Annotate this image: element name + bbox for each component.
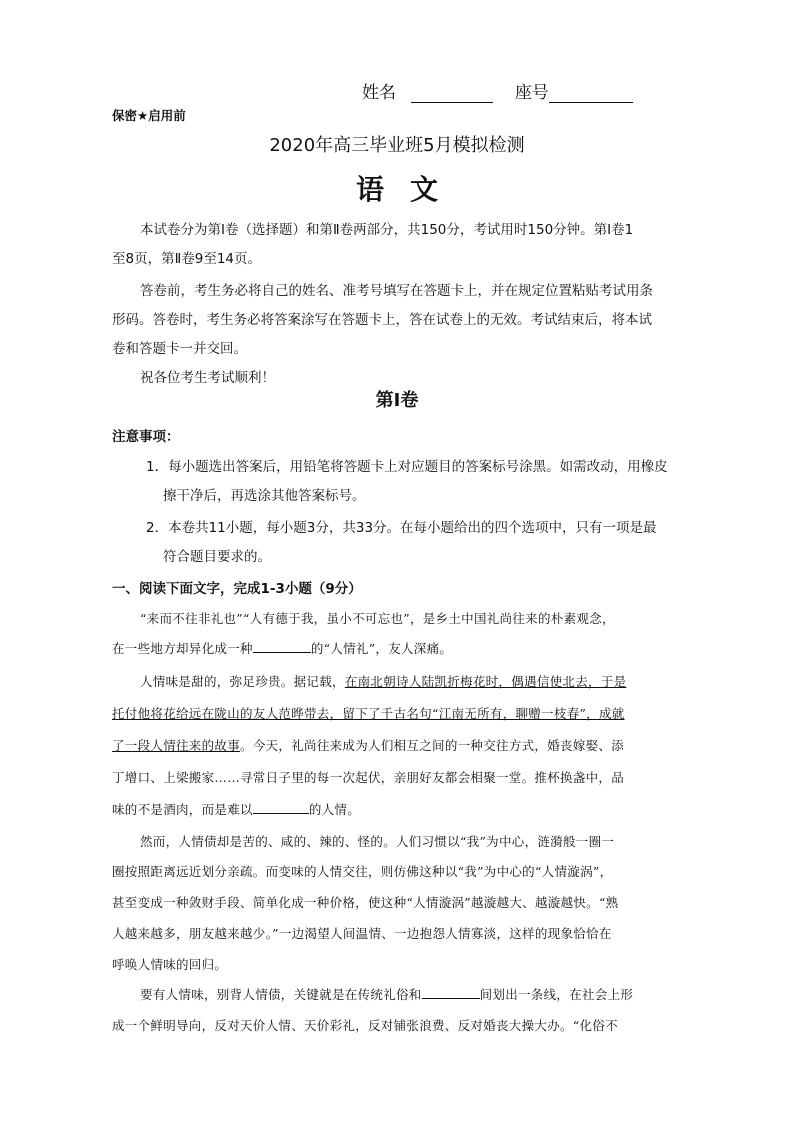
name-seat-line xyxy=(362,78,633,103)
passage-p1-line-2 xyxy=(112,639,452,657)
part-title: 第Ⅰ卷 xyxy=(375,390,419,411)
passage-p3-line-4: 人越来越多，朋友越来越少。”一边渴望人间温情、一边抱怨人情寡淡，这样的现象恰恰在 xyxy=(112,926,612,941)
intro-line-5: 卷和答题卡一并交回。 xyxy=(112,341,247,357)
intro-line-2: 至8页，第Ⅱ卷9至14页。 xyxy=(112,251,262,267)
note-1-line-a: 1．每小题选出答案后，用铅笔将答题卡上对应题目的答案标号涂黑。如需改动，用橡皮 xyxy=(146,459,668,475)
passage-text: 。今天，礼尚往来成为人们相互之间的一种交往方式，婚丧嫁娶、添 xyxy=(240,738,625,753)
intro-line-6: 祝各位考生考试顺利！ xyxy=(140,370,275,386)
underlined-text: 在南北朝诗人陆凯折梅花时，偶遇信使北去，于是 xyxy=(344,674,627,689)
passage-p3-line-1: 然而，人情债却是苦的、咸的、辣的、怪的。人们习惯以“我”为中心，涟漪般一圈一 xyxy=(140,834,615,849)
passage-p4-line-2: 成一个鲜明导向，反对天价人情、天价彩礼，反对铺张浪费、反对婚丧大操大办。“化俗不 xyxy=(112,1018,618,1033)
exam-title: 2020年高三毕业班5月模拟检测 xyxy=(269,135,525,156)
passage-p3-line-5: 呼唤人情味的回归。 xyxy=(112,957,228,972)
section-1-title: 一、阅读下面文字，完成1-3小题（9分） xyxy=(112,581,362,597)
passage-text: 味的不是酒肉，而是难以 xyxy=(112,802,253,817)
intro-line-3: 答卷前，考生务必将自己的姓名、准考号填写在答题卡上，并在规定位置粘贴考试用条 xyxy=(140,283,653,299)
subject-title: 语文 xyxy=(355,173,464,206)
passage-p3-line-3: 甚至变成一种敛财手段、简单化成一种价格，使这种“人情漩涡”越漩越大、越漩越快。“熟 xyxy=(112,895,619,910)
passage-text: 人情味是甜的，弥足珍贵。据记载， xyxy=(140,674,345,689)
passage-text: 要有人情味，别背人情债，关键就是在传统礼俗和 xyxy=(140,987,422,1002)
passage-text: 间划出一条线，在社会上形 xyxy=(479,987,634,1002)
passage-p2-line-1 xyxy=(140,672,626,690)
intro-line-4: 形码。答卷时，考生务必将答案涂写在答题卡上，答在试卷上的无效。考试结束后，将本试 xyxy=(112,312,652,328)
note-2-line-a: 2．本卷共11小题，每小题3分，共33分。在每小题给出的四个选项中，只有一项是最 xyxy=(146,520,657,536)
name-blank xyxy=(411,84,493,103)
passage-p2-line-5 xyxy=(112,800,360,818)
passage-text: 的“人情礼”，友人深痛。 xyxy=(310,641,453,656)
fill-blank-1 xyxy=(253,640,311,653)
passage-p2-line-2: 托付他将花给远在陇山的友人范晔带去，留下了千古名句“江南无所有，聊赠一枝春”，成就 xyxy=(112,706,625,721)
passage-p2-line-3 xyxy=(112,736,624,754)
secret-mark: 保密★启用前 xyxy=(112,108,186,123)
fill-blank-2 xyxy=(253,801,309,814)
seat-label: 座号 xyxy=(514,83,549,103)
passage-p1-line-1: “来而不往非礼也”“人有德于我，虽小不可忘也”，是乡土中国礼尚往来的朴素观念， xyxy=(140,611,615,626)
passage-p4-line-1 xyxy=(140,985,633,1003)
passage-p3-line-2: 圈按照距离远近划分亲疏。而变味的人情交往，则仿佛这种以“我”为中心的“人情漩涡”， xyxy=(112,864,613,879)
name-label: 姓名 xyxy=(362,83,396,103)
fill-blank-3 xyxy=(422,986,480,999)
intro-line-1: 本试卷分为第Ⅰ卷（选择题）和第Ⅱ卷两部分，共150分，考试用时150分钟。第Ⅰ卷1 xyxy=(140,222,634,238)
passage-p2-line-4: 丁增口、上梁搬家……寻常日子里的每一次起伏，亲朋好友都会相聚一堂。推杯换盏中，品 xyxy=(112,770,625,785)
notes-heading: 注意事项： xyxy=(112,429,180,445)
passage-text: 的人情。 xyxy=(308,802,361,817)
seat-blank xyxy=(549,84,633,103)
underlined-text: 了一段人情往来的故事 xyxy=(112,738,241,753)
note-2-line-b: 符合题目要求的。 xyxy=(163,549,271,565)
note-1-line-b: 擦干净后，再选涂其他答案标号。 xyxy=(163,488,366,504)
passage-text: 在一些地方却异化成一种 xyxy=(112,641,253,656)
